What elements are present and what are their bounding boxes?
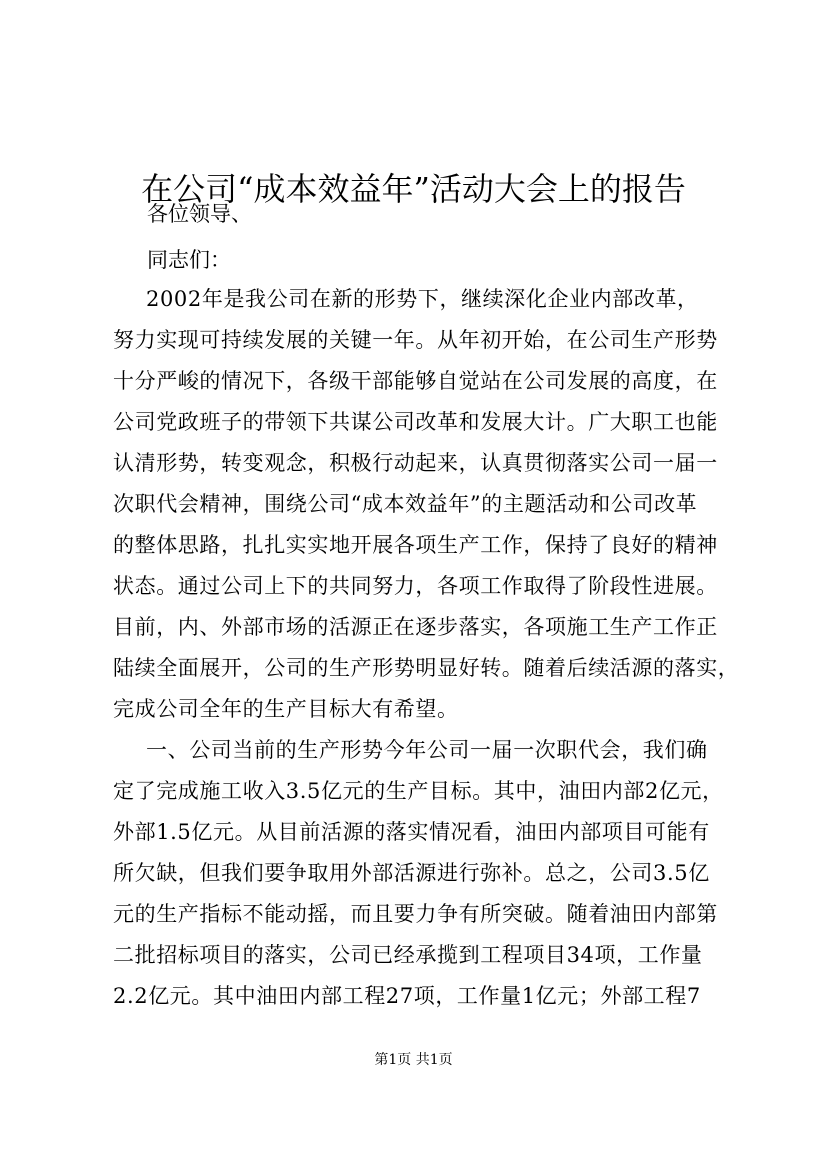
- paragraph-line: 的整体思路，扎扎实实地开展各项生产工作，保持了良好的精神: [113, 533, 718, 557]
- paragraph-line: 目前，内、外部市场的活源正在逐步落实，各项施工生产工作正: [113, 615, 718, 639]
- paragraph-line: 认清形势，转变观念，积极行动起来，认真贯彻落实公司一届一: [113, 451, 718, 475]
- paragraph-line: 所欠缺，但我们要争取用外部活源进行弥补。总之，公司3.5亿: [113, 861, 710, 885]
- paragraph-line: 公司党政班子的带领下共谋公司改革和发展大计。广大职工也能: [113, 410, 718, 434]
- greeting-line-2: 同志们：: [147, 248, 231, 272]
- page-footer: 第1页 共1页: [374, 1052, 453, 1068]
- paragraph-line: 2.2亿元。其中油田内部工程27项，工作量1亿元；外部工程7: [113, 984, 701, 1008]
- paragraph-line: 陆续全面展开，公司的生产形势明显好转。随着后续活源的落实，: [113, 656, 740, 680]
- paragraph-line: 外部1.5亿元。从目前活源的落实情况看，油田内部项目可能有: [113, 820, 710, 844]
- paragraph-line: 二批招标项目的落实，公司已经承揽到工程项目34项，工作量: [113, 943, 703, 967]
- paragraph-line: 次职代会精神，围绕公司“成本效益年”的主题活动和公司改革: [113, 492, 698, 516]
- paragraph-line: 努力实现可持续发展的关键一年。从年初开始，在公司生产形势: [113, 328, 718, 352]
- paragraph-line: 一、公司当前的生产形势今年公司一届一次职代会，我们确: [146, 738, 708, 762]
- paragraph-line: 元的生产指标不能动摇，而且要力争有所突破。随着油田内部第: [113, 902, 718, 926]
- body-text: [113, 279, 753, 1017]
- greeting-line-1: 各位领导、: [147, 202, 252, 226]
- paragraph-line: 十分严峻的情况下，各级干部能够自觉站在公司发展的高度，在: [113, 369, 718, 393]
- paragraph-line: 状态。通过公司上下的共同努力，各项工作取得了阶段性进展。: [113, 574, 718, 598]
- paragraph-line: 定了完成施工收入3.5亿元的生产目标。其中，油田内部2亿元，: [113, 779, 724, 803]
- document-title: 在公司“成本效益年”活动大会上的报告: [141, 170, 686, 209]
- paragraph-line: 完成公司全年的生产目标大有希望。: [113, 697, 459, 721]
- paragraph-line: 2002年是我公司在新的形势下，继续深化企业内部改革，: [146, 287, 699, 311]
